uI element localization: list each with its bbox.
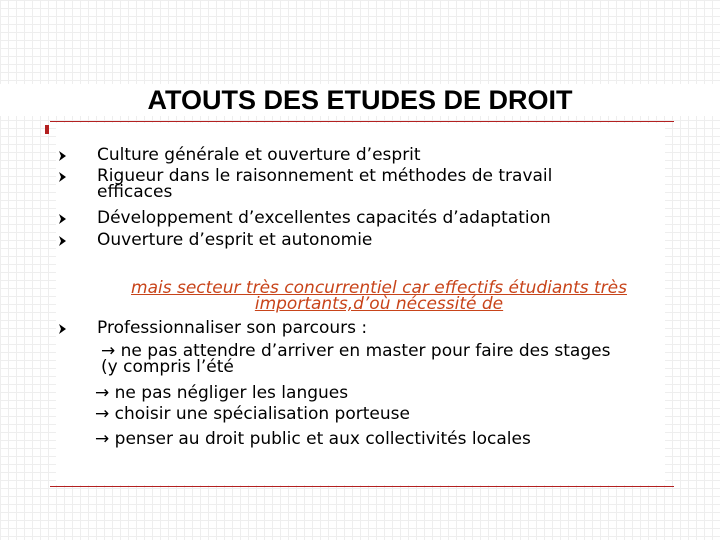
title-rule-marker: [45, 125, 49, 134]
arrowhead-bullet-icon: [58, 323, 70, 335]
sub-item: → ne pas négliger les langues: [95, 383, 349, 403]
bullet-item: Rigueur dans le raisonnement et méthodes de travail efficaces: [97, 166, 553, 202]
title-divider: [50, 121, 674, 122]
bullet-item: Développement d’excellentes capacités d’adaptation: [97, 208, 551, 228]
arrowhead-bullet-icon: [58, 235, 70, 247]
arrowhead-bullet-icon: [58, 171, 70, 183]
arrowhead-bullet-icon: [58, 213, 70, 225]
bullet-item: Ouverture d’esprit et autonomie: [97, 230, 373, 250]
arrowhead-bullet-icon: [58, 150, 70, 162]
bullet-item: Culture générale et ouverture d’esprit: [97, 145, 421, 165]
bottom-divider: [50, 486, 674, 487]
sub-item: → ne pas attendre d’arriver en master pour faire des stages (y compris l’été: [101, 341, 611, 377]
sub-item: → choisir une spécialisation porteuse: [95, 404, 410, 424]
bullet-item: Professionnaliser son parcours :: [97, 318, 368, 338]
sub-item: → penser au droit public et aux collectivités locales: [95, 429, 531, 449]
slide-title: ATOUTS DES ETUDES DE DROIT: [0, 84, 720, 116]
warning-note: mais secteur très concurrentiel car effectifs étudiants très importants,d’où nécessité de: [131, 278, 627, 314]
